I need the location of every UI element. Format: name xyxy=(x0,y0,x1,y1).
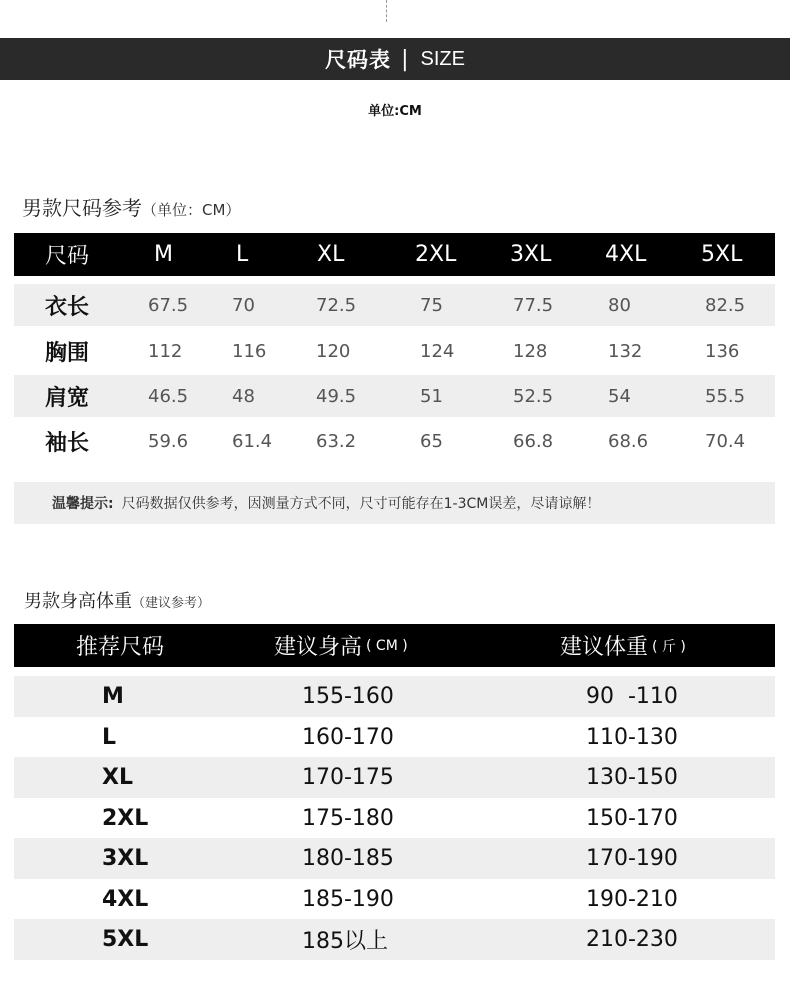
table-cell: 55.5 xyxy=(705,385,746,407)
recommend-title xyxy=(24,587,210,613)
height-cell: 175-180 xyxy=(302,806,394,831)
height-cell: 155-160 xyxy=(302,684,394,709)
table-cell: 128 xyxy=(513,340,548,362)
row-label: 袖长 xyxy=(45,430,90,456)
table-cell: 82.5 xyxy=(705,294,746,316)
top-divider xyxy=(386,0,387,22)
table-cell: 124 xyxy=(420,340,455,362)
size-col-header: 尺码 xyxy=(45,244,90,269)
weight-cell: 90 -110 xyxy=(586,684,678,709)
row-label: 衣长 xyxy=(45,294,90,320)
table-row xyxy=(14,676,775,717)
recommend-col-header-main: 建议体重 xyxy=(560,635,649,660)
size-cell: L xyxy=(102,725,117,750)
table-row xyxy=(14,757,775,798)
row-label: 胸围 xyxy=(45,340,90,366)
table-cell: 70 xyxy=(232,294,255,316)
weight-cell: 110-130 xyxy=(586,725,678,750)
table-row xyxy=(14,330,775,372)
size-chart-title-main: 男款尺码参考 xyxy=(22,196,142,220)
banner-title-en: SIZE xyxy=(420,47,465,70)
weight-cell: 210-230 xyxy=(586,927,678,952)
height-cell: 185以上 xyxy=(302,929,388,954)
table-cell: 66.8 xyxy=(513,430,554,452)
table-cell: 80 xyxy=(608,294,631,316)
recommend-title-sub: （建议参考） xyxy=(132,596,211,611)
table-cell: 70.4 xyxy=(705,430,746,452)
table-row xyxy=(14,919,775,960)
recommend-col-header xyxy=(274,624,408,667)
banner-title-cn: 尺码表 xyxy=(325,48,392,72)
recommend-col-header xyxy=(76,624,164,667)
tip-note xyxy=(14,482,775,524)
table-cell: 67.5 xyxy=(148,294,189,316)
size-col-header: 3XL xyxy=(510,242,552,267)
size-chart-title-sub: （单位：CM） xyxy=(142,201,241,219)
weight-cell: 170-190 xyxy=(586,846,678,871)
recommend-header xyxy=(14,624,775,667)
height-cell: 160-170 xyxy=(302,725,394,750)
recommend-col-header-unit: ( 斤 ) xyxy=(652,638,686,655)
size-cell: 4XL xyxy=(102,887,149,912)
table-row xyxy=(14,420,775,462)
banner-separator: | xyxy=(401,46,409,72)
table-cell: 132 xyxy=(608,340,643,362)
table-cell: 136 xyxy=(705,340,740,362)
table-row xyxy=(14,375,775,417)
size-col-header: 4XL xyxy=(605,242,647,267)
size-chart-header xyxy=(14,233,775,276)
size-col-header: XL xyxy=(317,242,345,267)
size-cell: 5XL xyxy=(102,927,149,952)
title-banner xyxy=(0,38,790,80)
size-cell: 2XL xyxy=(102,806,149,831)
table-cell: 61.4 xyxy=(232,430,273,452)
weight-cell: 130-150 xyxy=(586,765,678,790)
table-row xyxy=(14,798,775,839)
size-chart-title xyxy=(22,192,240,221)
table-cell: 77.5 xyxy=(513,294,554,316)
table-row xyxy=(14,838,775,879)
table-row xyxy=(14,879,775,920)
tip-label: 温馨提示: xyxy=(52,496,114,512)
height-cell: 170-175 xyxy=(302,765,394,790)
table-cell: 120 xyxy=(316,340,351,362)
recommend-col-header-main: 建议身高 xyxy=(274,635,363,660)
size-col-header: 5XL xyxy=(701,242,743,267)
table-cell: 59.6 xyxy=(148,430,189,452)
table-cell: 75 xyxy=(420,294,443,316)
recommend-col-header-main: 推荐尺码 xyxy=(76,635,165,660)
table-cell: 68.6 xyxy=(608,430,649,452)
table-cell: 112 xyxy=(148,340,183,362)
tip-text: 尺码数据仅供参考，因测量方式不同，尺寸可能存在1-3CM误差，尽请谅解！ xyxy=(121,496,601,512)
recommend-col-header xyxy=(560,624,686,667)
recommend-title-main: 男款身高体重 xyxy=(24,591,132,612)
size-col-header: L xyxy=(236,242,249,267)
row-label: 肩宽 xyxy=(45,385,90,411)
height-cell: 185-190 xyxy=(302,887,394,912)
table-cell: 46.5 xyxy=(148,385,189,407)
size-cell: 3XL xyxy=(102,846,149,871)
table-cell: 52.5 xyxy=(513,385,554,407)
table-cell: 65 xyxy=(420,430,443,452)
weight-cell: 190-210 xyxy=(586,887,678,912)
table-cell: 116 xyxy=(232,340,267,362)
recommend-col-header-unit: ( CM ) xyxy=(366,637,408,654)
table-cell: 48 xyxy=(232,385,255,407)
table-cell: 63.2 xyxy=(316,430,357,452)
table-row xyxy=(14,717,775,758)
height-cell: 180-185 xyxy=(302,846,394,871)
size-cell: XL xyxy=(102,765,133,790)
weight-cell: 150-170 xyxy=(586,806,678,831)
table-cell: 51 xyxy=(420,385,443,407)
table-row xyxy=(14,284,775,326)
size-col-header: M xyxy=(154,242,173,267)
size-cell: M xyxy=(102,684,124,709)
unit-note: 单位:CM xyxy=(368,104,422,119)
table-cell: 49.5 xyxy=(316,385,357,407)
table-cell: 72.5 xyxy=(316,294,357,316)
table-cell: 54 xyxy=(608,385,631,407)
size-col-header: 2XL xyxy=(415,242,457,267)
